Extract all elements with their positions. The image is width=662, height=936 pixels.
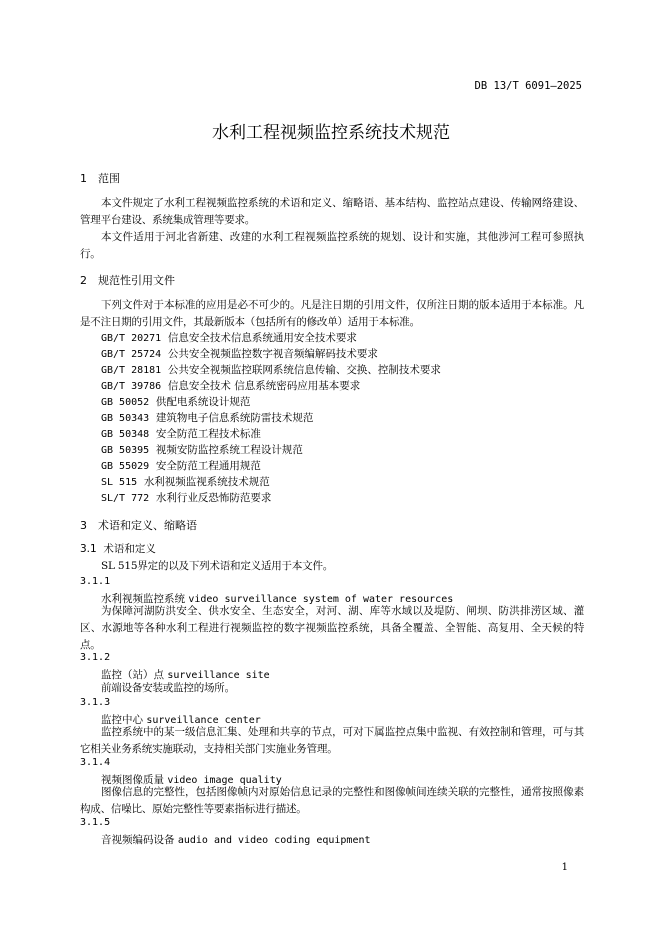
term-number: 3.1.1 [80, 576, 111, 587]
reference-code: GB/T 25724 [101, 349, 162, 360]
document-title: 水利工程视频监控系统技术规范 [212, 123, 450, 143]
reference-title: 供配电系统设计规范 [155, 396, 251, 408]
section-2-intro: 下列文件对于本标准的应用是必不可少的。凡是注日期的引用文件，仅所注日期的版本适用于本标准。凡是不注日期的引用文件，其最新版本（包括所有的修改单）适用于本标准。 [80, 299, 584, 328]
reference-code: GB 50343 [101, 413, 150, 424]
section-3-heading [80, 517, 197, 533]
term-name-zh: 监控（站）点 [101, 669, 164, 681]
reference-title: 公共安全视频监控数字视音频编解码技术要求 [167, 348, 378, 360]
reference-item [101, 410, 313, 427]
reference-title: 公共安全视频监控联网系统信息传输、交换、控制技术要求 [167, 364, 441, 376]
term-name-en: surveillance site [167, 670, 270, 681]
reference-item [101, 474, 270, 491]
section-1-heading [80, 170, 120, 186]
page-number: 1 [561, 862, 568, 873]
section-1-paragraph-1: 本文件规定了水利工程视频监控系统的术语和定义、缩略语、基本结构、监控站点建设、传输网络建设、管理平台建设、系统集成管理等要求。 [80, 197, 584, 226]
reference-title: 安全防范工程技术标准 [155, 428, 261, 440]
term-name-en: video image quality [167, 775, 282, 786]
section-title: 规范性引用文件 [98, 274, 175, 287]
term-number: 3.1.4 [80, 757, 111, 768]
term-name-zh: 监控中心 [101, 714, 143, 726]
section-number: 2 [80, 274, 87, 287]
reference-code: GB/T 20271 [101, 333, 162, 344]
reference-code: GB 50348 [101, 429, 150, 440]
reference-code: GB 55029 [101, 461, 150, 472]
subsection-3-1-heading [80, 541, 156, 556]
reference-title: 视频安防监控系统工程设计规范 [155, 444, 303, 456]
reference-title: 水利视频监视系统技术规范 [143, 476, 270, 488]
section-title: 范围 [98, 172, 120, 185]
term-name-en: surveillance center [146, 715, 261, 726]
reference-item [101, 330, 357, 347]
reference-item [101, 426, 261, 443]
reference-title: 建筑物电子信息系统防雷技术规范 [155, 412, 314, 424]
reference-item [101, 346, 378, 363]
section-number: 3 [80, 519, 87, 532]
section-number: 1 [80, 172, 87, 185]
term-name-zh: 音视频编码设备 [101, 834, 175, 846]
term-number: 3.1.2 [80, 652, 111, 663]
term-name-zh: 视频图像质量 [101, 774, 164, 786]
term-definition: 图像信息的完整性，包括图像帧内对原始信息记录的完整性和图像帧间连续关联的完整性，通常按照像素构成、信噪比、原始完整性等要素指标进行描述。 [80, 786, 584, 815]
section-2-heading [80, 272, 175, 288]
reference-item [101, 362, 441, 379]
reference-title: 水利行业反恐怖防范要求 [155, 492, 272, 504]
term-name-zh: 水利视频监控系统 [101, 593, 185, 605]
reference-title: 信息安全技术信息系统通用安全技术要求 [167, 332, 357, 344]
standard-code: DB 13/T 6091—2025 [474, 80, 582, 92]
reference-code: GB/T 28181 [101, 365, 162, 376]
subsection-number: 3.1 [80, 543, 97, 555]
section-1-paragraph-2: 本文件适用于河北省新建、改建的水利工程视频监控系统的规划、设计和实施，其他涉河工程可参照执行。 [80, 231, 584, 260]
reference-code: SL/T 772 [101, 493, 150, 504]
subsection-title: 术语和定义 [103, 543, 156, 555]
reference-title: 安全防范工程通用规范 [155, 460, 261, 472]
term-name-en: audio and video coding equipment [177, 835, 371, 846]
term-definition: 监控系统中的某一级信息汇集、处理和共享的节点，可对下属监控点集中监视、有效控制和管理，可与其它相关业务系统实施联动，支持相关部门实施业务管理。 [80, 726, 584, 755]
term-number: 3.1.5 [80, 817, 111, 828]
term-number: 3.1.3 [80, 697, 111, 708]
reference-item [101, 458, 261, 475]
reference-title: 信息安全技术 信息系统密码应用基本要求 [167, 380, 361, 392]
reference-code: GB 50395 [101, 445, 150, 456]
reference-code: SL 515 [101, 477, 138, 488]
term-definition: 为保障河湖防洪安全、供水安全、生态安全，对河、湖、库等水域以及堤防、闸坝、防洪排涝区域、灌区、水源地等各种水利工程进行视频监控的数字视频监控系统，具备全覆盖、全智能、高复用、全天候的特点。 [80, 605, 584, 651]
subsection-3-1-intro: SL 515界定的以及下列术语和定义适用于本文件。 [101, 560, 334, 572]
term-name [101, 832, 371, 847]
reference-item [101, 378, 360, 395]
reference-item [101, 490, 271, 507]
reference-item [101, 394, 250, 411]
reference-code: GB 50052 [101, 397, 150, 408]
term-name-en: video surveillance system of water resources [188, 594, 454, 605]
section-title: 术语和定义、缩略语 [98, 519, 197, 532]
reference-code: GB/T 39786 [101, 381, 162, 392]
term-definition: 前端设备安装或监控的场所。 [101, 682, 235, 694]
reference-item [101, 442, 303, 459]
